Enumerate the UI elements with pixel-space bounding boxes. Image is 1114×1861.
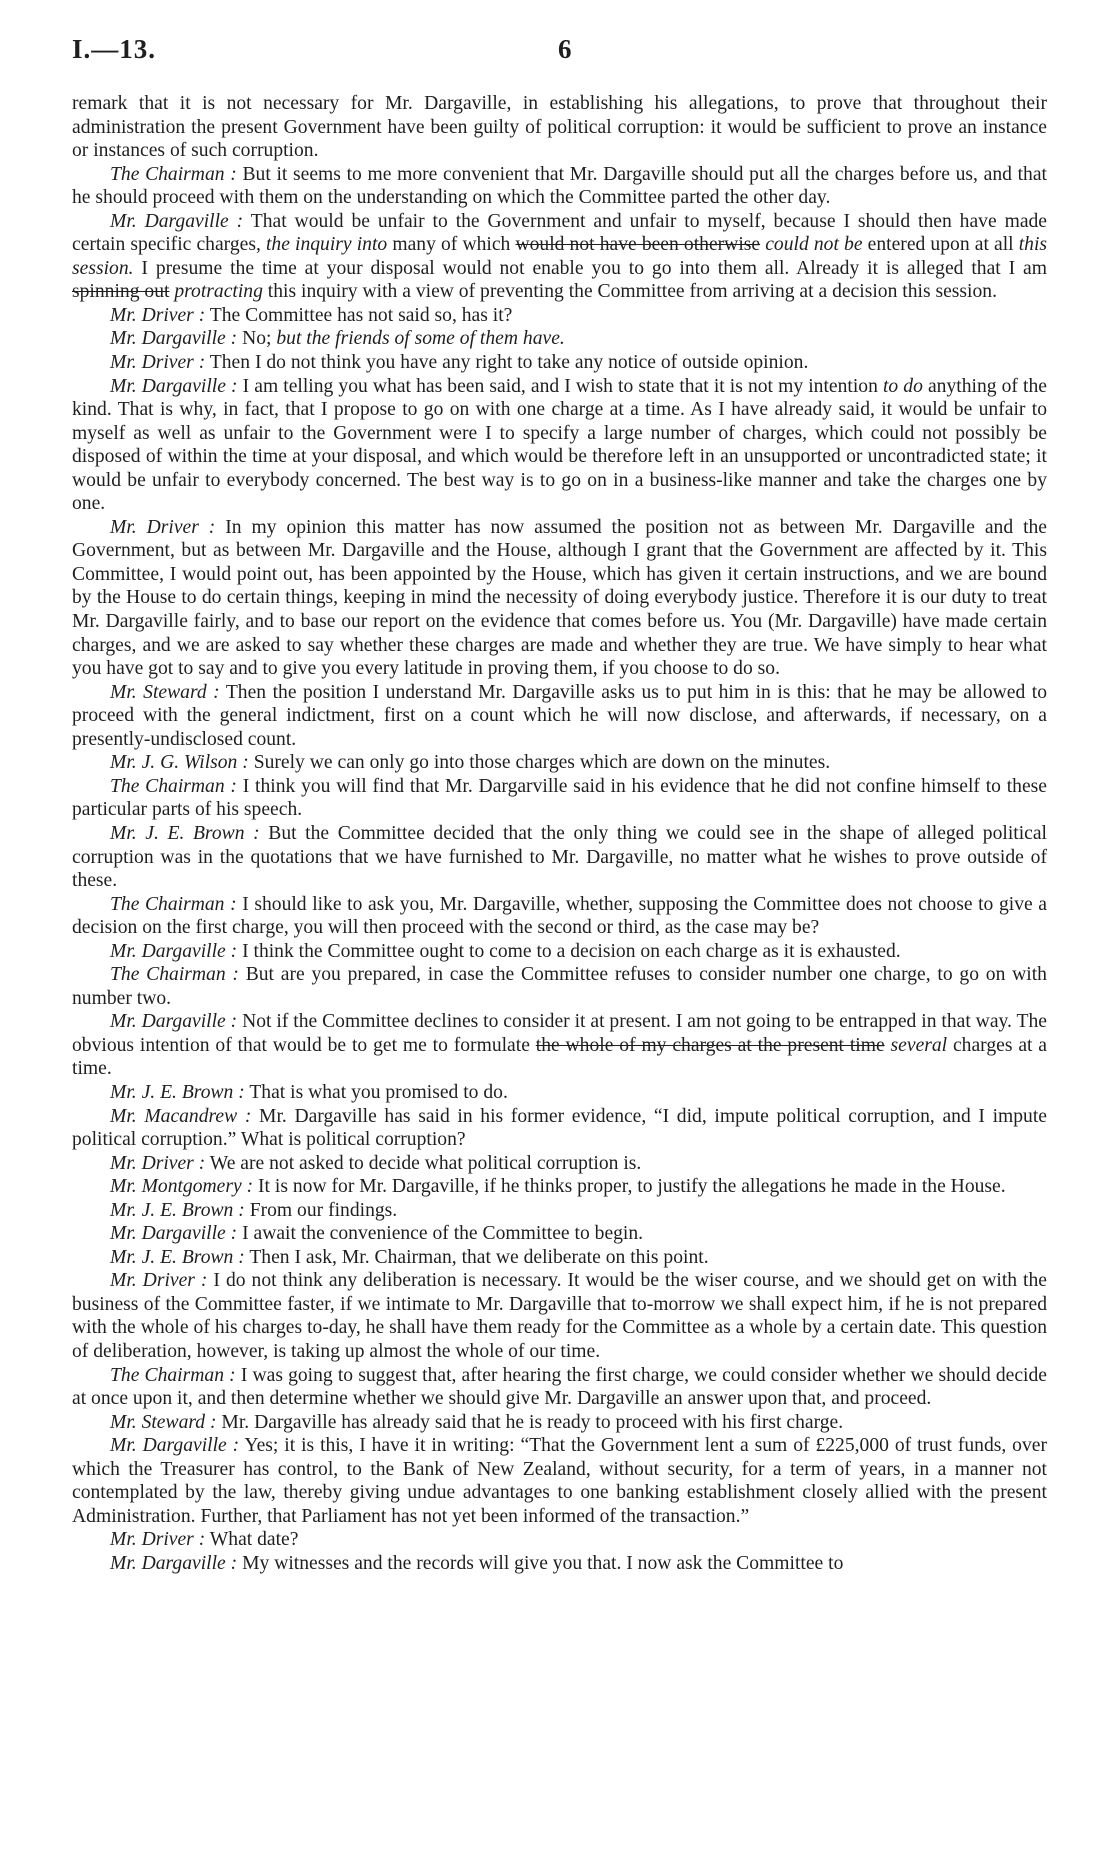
speech-paragraph xyxy=(72,1081,1047,1105)
speech-paragraph xyxy=(72,1199,1047,1223)
speech-paragraph xyxy=(72,940,1047,964)
speaker-name: Mr. Dargaville : xyxy=(110,328,238,350)
inserted-text: several xyxy=(890,1034,948,1056)
speech-paragraph xyxy=(72,1434,1047,1528)
speaker-name: Mr. Montgomery : xyxy=(110,1176,254,1198)
speech-paragraph xyxy=(72,775,1047,822)
inserted-text: protracting xyxy=(174,281,263,303)
speech-text: Then I ask, Mr. Chairman, that we deliberate on this point. xyxy=(249,1246,709,1268)
speech-text: I think you will find that Mr. Dargarville said in his evidence that he did not confine himself to these particular parts of his speech. xyxy=(72,775,1047,821)
speech-text: What date? xyxy=(209,1529,299,1551)
speaker-name: Mr. Steward : xyxy=(110,681,220,703)
document-page xyxy=(72,30,1047,1575)
speech-paragraph xyxy=(72,163,1047,210)
speech-text: anything of the kind. That is why, in fact, that I propose to go on with one charge at a time. As I have already said, it would be unfair to myself as well as unfair to the Government were I to specify a large number of charges, which could not possibly be disposed of within the time at your disposal, and which would be therefore left in an unsupported or uncontradicted state; it would be unfair to everybody concerned. The best way is to go on in a business-like manner and take the charges one by one. xyxy=(72,375,1047,515)
speaker-name: Mr. J. E. Brown : xyxy=(110,1081,245,1103)
speech-text: Mr. Dargaville has already said that he is ready to proceed with his first charge. xyxy=(221,1411,844,1433)
minutes-body xyxy=(72,92,1047,1575)
speech-paragraph xyxy=(72,375,1047,516)
speech-text: I presume the time at your disposal would not enable you to go into them all. Already it is alleged that I am xyxy=(133,257,1047,279)
speaker-name: The Chairman : xyxy=(110,964,239,986)
speech-text: It is now for Mr. Dargaville, if he thinks proper, to justify the allegations he made in the House. xyxy=(258,1176,1006,1198)
speech-text: No; xyxy=(242,328,277,350)
speech-text: I think the Committee ought to come to a decision on each charge as it is exhausted. xyxy=(242,940,901,962)
speech-text: I await the convenience of the Committee to begin. xyxy=(242,1223,644,1245)
speech-paragraph xyxy=(72,1528,1047,1552)
speech-paragraph xyxy=(72,1364,1047,1411)
speech-paragraph xyxy=(72,1222,1047,1246)
speech-text: I was going to suggest that, after hearing the first charge, we could consider whether we should decide at once upon it, and then determine whether we should give Mr. Dargaville an answer upon that, and proceed. xyxy=(72,1364,1047,1410)
speaker-name: Mr. Macandrew : xyxy=(110,1105,252,1127)
speech-paragraph xyxy=(72,1269,1047,1363)
speech-text: entered upon at all xyxy=(862,234,1019,256)
speaker-name: Mr. Driver : xyxy=(110,304,206,326)
speech-text: That is what you promised to do. xyxy=(249,1081,508,1103)
speech-paragraph xyxy=(72,327,1047,351)
struck-text: spinning out xyxy=(72,281,170,303)
speech-text: Yes; it is this, I have it in writing: “That the Government lent a sum of £225,000 of trust funds, over which the Treasurer has control, to the Bank of New Zealand, without security, for a term of years, in a manner not contemplated by the law, thereby giving undue advantages to one banking establishment closely allied with the present Administration. Further, that Parliament has not yet been informed of the transaction.” xyxy=(72,1435,1047,1527)
speech-text: My witnesses and the records will give you that. I now ask the Committee to xyxy=(242,1552,844,1574)
speaker-name: Mr. Driver : xyxy=(110,1270,208,1292)
speech-text: I am telling you what has been said, and I wish to state that it is not my intention xyxy=(242,375,883,397)
struck-text: the whole of my charges at the present time xyxy=(535,1034,885,1056)
speech-text: From our findings. xyxy=(249,1199,398,1221)
speech-paragraph xyxy=(72,304,1047,328)
speaker-name: The Chairman : xyxy=(110,775,237,797)
speaker-name: Mr. Driver : xyxy=(110,1529,206,1551)
speech-paragraph xyxy=(72,1246,1047,1270)
inserted-text: could not be xyxy=(765,234,863,256)
speaker-name: The Chairman : xyxy=(110,1364,236,1386)
inserted-text: this session. xyxy=(72,234,1048,279)
speech-text: Not if the Committee declines to consider it at present. I am not going to be entrapped in that way. The obvious intention of that would be to get me to formulate xyxy=(72,1011,1047,1056)
speech-paragraph xyxy=(72,751,1047,775)
struck-text: would not have been otherwise xyxy=(515,234,761,256)
speech-text: I do not think any deliberation is necessary. It would be the wiser course, and we should get on with the business of the Committee faster, if we intimate to Mr. Dargaville that to-morrow we shall expect him, if he is not prepared with the whole of his charges to-day, he shall have them ready for the Committee as a whole by a certain date. This question of deliberation, however, is taking up almost the whole of our time. xyxy=(72,1270,1047,1362)
paper-reference: I.—13. xyxy=(72,34,157,64)
speech-text: Mr. Dargaville has said in his former evidence, “I did, impute political corruption, and I impute political corruption.” What is political corruption? xyxy=(72,1105,1047,1151)
speaker-name: Mr. Dargaville : xyxy=(110,1223,238,1245)
speaker-name: The Chairman : xyxy=(110,893,237,915)
speech-text: Then the position I understand Mr. Dargaville asks us to put him in is this: that he may be allowed to proceed with the general indictment, first on a count which he will now disclose, and afterwards, if necessary, on a presently-undisclosed count. xyxy=(72,681,1047,750)
speech-paragraph xyxy=(72,1105,1047,1152)
speech-text: That would be unfair to the Government and unfair to myself, because I should then have made certain specific charges, xyxy=(72,210,1048,256)
speaker-name: Mr. J. E. Brown : xyxy=(110,822,260,844)
speech-text: this inquiry with a view of preventing the Committee from arriving at a decision this session. xyxy=(262,281,997,303)
speech-text: many of which xyxy=(387,234,516,256)
speech-text: In my opinion this matter has now assumed the position not as between Mr. Dargaville and the Government, but as between Mr. Dargaville and the House, although I grant that the Government are affected by it. This Committee, I would point out, has been appointed by the House, which has given it certain instructions, and we are bound by the House to do certain things, keeping in mind the necessity of doing everybody justice. Therefore it is our duty to treat Mr. Dargaville fairly, and to base our report on the evidence that comes before us. You (Mr. Dargaville) have made certain charges, and we are asked to say whether these charges are made and whether they are true. We have simply to hear what you have got to say and to give you every latitude in proving them, if you choose to do so. xyxy=(72,516,1048,680)
speech-text: Then I do not think you have any right to take any notice of outside opinion. xyxy=(209,352,809,374)
speaker-name: Mr. Dargaville : xyxy=(110,210,244,232)
speech-text: remark that it is not necessary for Mr. Dargaville, in establishing his allegations, to prove that throughout their administration the present Government have been guilty of political corruption: it would be sufficient to prove an instance or instances of such corruption. xyxy=(72,93,1047,162)
speech-paragraph xyxy=(72,1010,1047,1081)
speaker-name: Mr. J. E. Brown : xyxy=(110,1199,245,1221)
speaker-name: Mr. Driver : xyxy=(110,352,206,374)
speech-paragraph xyxy=(72,681,1047,752)
speech-text: I should like to ask you, Mr. Dargaville, whether, supposing the Committee does not choose to give a decision on the first charge, you will then proceed with the second or third, as the case may be? xyxy=(72,893,1047,939)
speech-text: Surely we can only go into those charges which are down on the minutes. xyxy=(253,752,831,774)
speech-paragraph xyxy=(72,1152,1047,1176)
speech-text: But it seems to me more convenient that Mr. Dargaville should put all the charges before us, and that he should proceed with them on the understanding on which the Committee parted the other day. xyxy=(72,163,1047,209)
inserted-text: the inquiry into xyxy=(265,234,388,256)
speech-text: charges at a time. xyxy=(72,1034,1048,1080)
speech-paragraph xyxy=(72,516,1047,681)
page-number: 6 xyxy=(558,34,572,64)
speech-text: But are you prepared, in case the Committee refuses to consider number one charge, to go on with number two. xyxy=(72,964,1047,1009)
page-header xyxy=(72,30,1047,92)
speaker-name: Mr. Driver : xyxy=(110,516,216,538)
speaker-name: Mr. Dargaville : xyxy=(110,1552,238,1574)
speaker-name: Mr. J. G. Wilson : xyxy=(110,752,249,774)
inserted-text: but the friends of some of them have. xyxy=(276,328,565,350)
speech-paragraph xyxy=(72,210,1047,304)
speech-paragraph xyxy=(72,963,1047,1010)
speech-text: The Committee has not said so, has it? xyxy=(209,304,513,326)
speaker-name: Mr. Steward : xyxy=(110,1411,217,1433)
speech-paragraph xyxy=(72,822,1047,893)
speaker-name: Mr. J. E. Brown : xyxy=(110,1246,245,1268)
speaker-name: Mr. Dargaville : xyxy=(110,375,238,397)
speech-paragraph xyxy=(72,1411,1047,1435)
speaker-name: Mr. Dargaville : xyxy=(110,1435,240,1457)
speech-paragraph xyxy=(72,1175,1047,1199)
speaker-name: Mr. Dargaville : xyxy=(110,1011,238,1033)
speaker-name: Mr. Dargaville : xyxy=(110,940,238,962)
speech-text: We are not asked to decide what political corruption is. xyxy=(209,1152,642,1174)
speaker-name: Mr. Driver : xyxy=(110,1152,206,1174)
speech-paragraph xyxy=(72,351,1047,375)
continued-paragraph xyxy=(72,92,1047,163)
inserted-text: to do xyxy=(882,375,923,397)
speech-text: But the Committee decided that the only thing we could see in the shape of alleged political corruption was in the quotations that we have furnished to Mr. Dargaville, no matter what he wishes to prove outside of these. xyxy=(72,822,1047,892)
speech-paragraph xyxy=(72,1552,1047,1576)
speech-paragraph xyxy=(72,893,1047,940)
speaker-name: The Chairman : xyxy=(110,163,237,185)
